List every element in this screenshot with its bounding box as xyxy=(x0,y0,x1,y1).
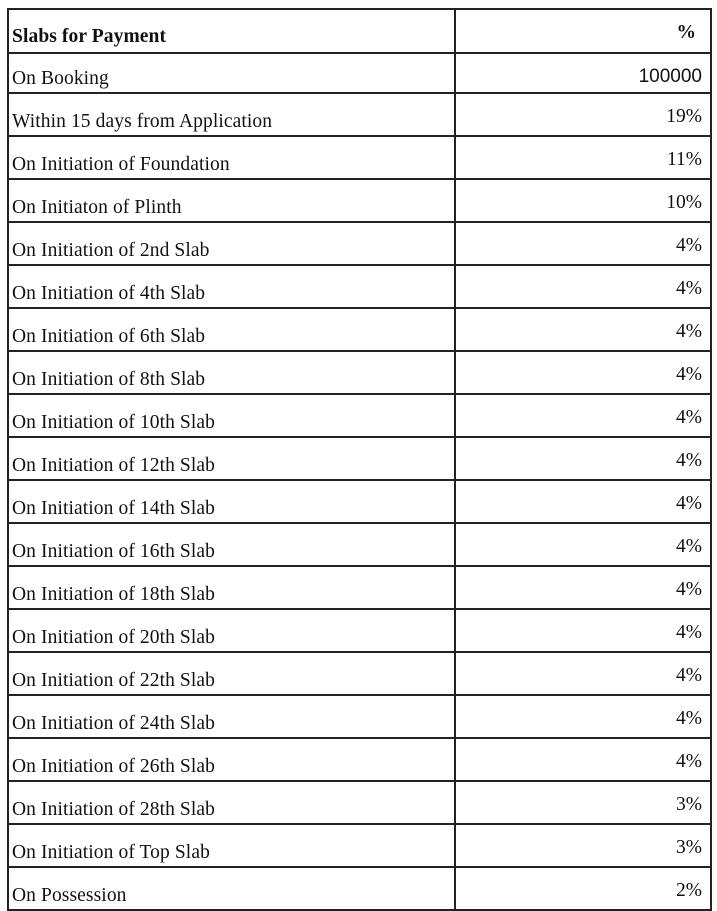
table-row xyxy=(8,781,711,824)
table-row xyxy=(8,53,711,93)
table-row xyxy=(8,652,711,695)
row-value: 4% xyxy=(455,695,711,738)
row-value: 19% xyxy=(455,93,711,136)
table-row xyxy=(8,265,711,308)
table-row xyxy=(8,695,711,738)
table-row xyxy=(8,179,711,222)
row-label: On Initiation of 8th Slab xyxy=(8,351,455,394)
table-row xyxy=(8,867,711,910)
table-row xyxy=(8,136,711,179)
row-label: On Initiation of 14th Slab xyxy=(8,480,455,523)
row-value: 4% xyxy=(455,265,711,308)
row-value: 100000 xyxy=(455,53,711,93)
row-label: On Initiation of Foundation xyxy=(8,136,455,179)
row-label: On Initiation of 6th Slab xyxy=(8,308,455,351)
table-row xyxy=(8,93,711,136)
row-label: On Initiation of 26th Slab xyxy=(8,738,455,781)
payment-slabs-table xyxy=(7,8,712,911)
table-row xyxy=(8,738,711,781)
table-row xyxy=(8,437,711,480)
row-label: On Initiation of Top Slab xyxy=(8,824,455,867)
row-value: 4% xyxy=(455,652,711,695)
row-label: On Initiation of 18th Slab xyxy=(8,566,455,609)
row-label: On Possession xyxy=(8,867,455,910)
row-label: On Initiation of 16th Slab xyxy=(8,523,455,566)
row-label: On Initiation of 20th Slab xyxy=(8,609,455,652)
row-value: 4% xyxy=(455,609,711,652)
row-value: 4% xyxy=(455,566,711,609)
row-value: 10% xyxy=(455,179,711,222)
row-label: Within 15 days from Application xyxy=(8,93,455,136)
table-row xyxy=(8,566,711,609)
row-value: 11% xyxy=(455,136,711,179)
table-row xyxy=(8,394,711,437)
table-row xyxy=(8,351,711,394)
row-value: 4% xyxy=(455,351,711,394)
row-label: On Initiation of 10th Slab xyxy=(8,394,455,437)
row-value: 4% xyxy=(455,308,711,351)
row-value: 4% xyxy=(455,437,711,480)
table-row xyxy=(8,308,711,351)
table-row xyxy=(8,222,711,265)
row-value: 4% xyxy=(455,222,711,265)
table-body xyxy=(8,9,711,910)
row-value: 4% xyxy=(455,480,711,523)
header-label-cell: Slabs for Payment xyxy=(8,9,455,53)
table-row xyxy=(8,824,711,867)
row-label: On Initiation of 2nd Slab xyxy=(8,222,455,265)
row-value: 4% xyxy=(455,738,711,781)
header-percent-cell: % xyxy=(455,9,711,53)
table-row xyxy=(8,609,711,652)
row-value: 3% xyxy=(455,781,711,824)
table-row xyxy=(8,523,711,566)
row-label: On Initiation of 28th Slab xyxy=(8,781,455,824)
row-label: On Booking xyxy=(8,53,455,93)
row-label: On Initiation of 22th Slab xyxy=(8,652,455,695)
row-value: 4% xyxy=(455,394,711,437)
row-label: On Initiation of 12th Slab xyxy=(8,437,455,480)
table-row xyxy=(8,480,711,523)
row-label: On Initiation of 4th Slab xyxy=(8,265,455,308)
row-label: On Initiation of 24th Slab xyxy=(8,695,455,738)
row-label: On Initiaton of Plinth xyxy=(8,179,455,222)
table-header-row xyxy=(8,9,711,53)
row-value: 2% xyxy=(455,867,711,910)
row-value: 4% xyxy=(455,523,711,566)
row-value: 3% xyxy=(455,824,711,867)
